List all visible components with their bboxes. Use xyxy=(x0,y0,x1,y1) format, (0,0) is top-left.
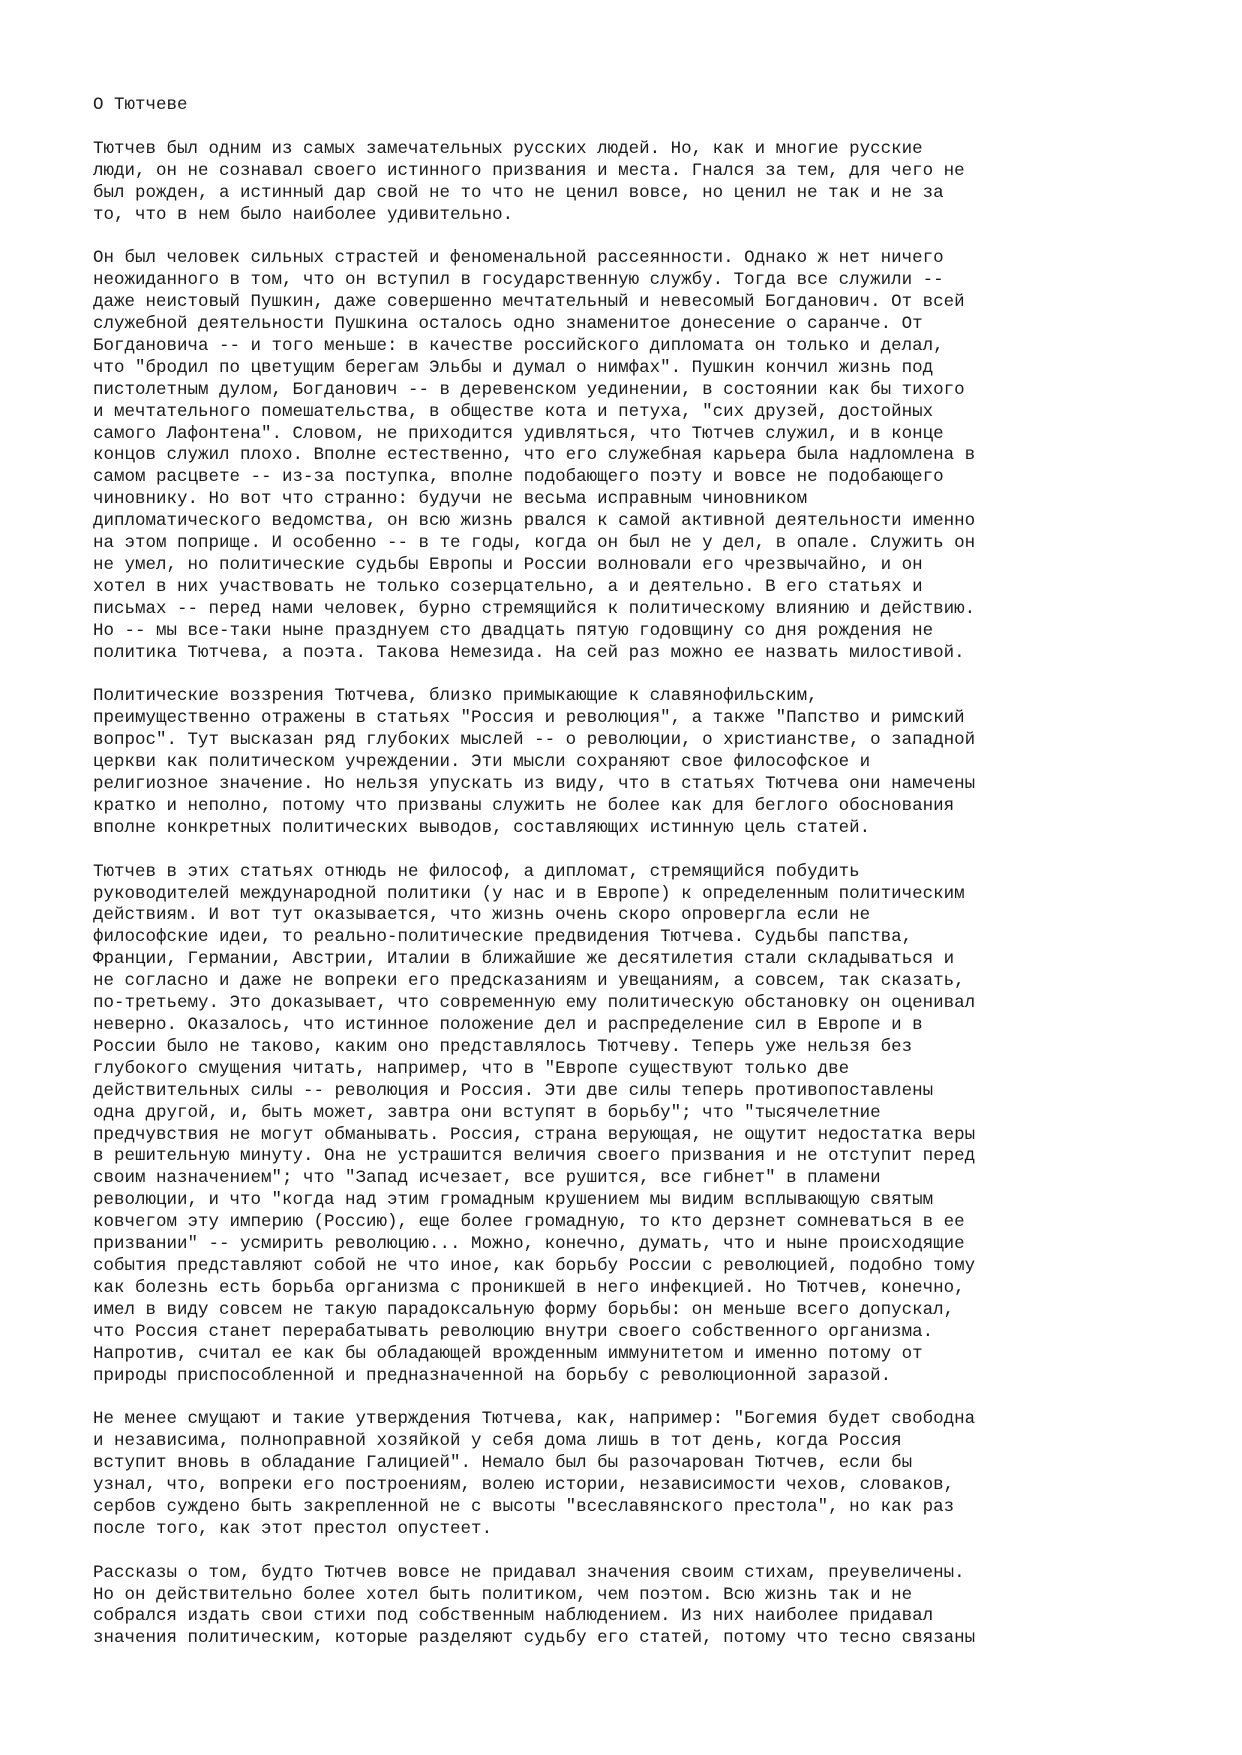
paragraph xyxy=(93,139,1153,227)
text-line: философские идеи, то реально-политические предвидения Тютчева. Судьбы папства, xyxy=(93,927,913,948)
text-line: политика Тютчева, а поэта. Такова Немезида. На сей раз можно ее назвать милостивой. xyxy=(93,642,965,663)
text-line: не умел, но политические судьбы Европы и России волновали его чрезвычайно, и он xyxy=(93,555,923,575)
text-line: религиозное значение. Но нельзя упускать из виду, что в статьях Тютчева они намечены xyxy=(93,774,976,795)
text-line: церкви как политическом учреждении. Эти мысли сохраняют свое философское и xyxy=(93,752,871,773)
document-page xyxy=(93,95,1153,1650)
text-line: самом расцвете -- из-за поступка, вполне подобающего поэту и вовсе не подобающего xyxy=(93,467,944,488)
text-line: Тютчев в этих статьях отнюдь не философ, а дипломат, стремящийся побудить xyxy=(93,861,860,882)
text-line: глубокого смущения читать, например, что в "Европе существуют только две xyxy=(93,1058,850,1079)
text-line: предчувствия не могут обманывать. Россия, страна верующая, не ощутит недостатка веры xyxy=(93,1124,976,1145)
text-line: Политические воззрения Тютчева, близко примыкающие к славянофильским, xyxy=(93,686,818,707)
text-line: имел в виду совсем не такую парадоксальную форму борьбы: он меньше всего допускал, xyxy=(93,1299,955,1320)
text-line: собрался издать свои стихи под собственным наблюдением. Из них наиболее придавал xyxy=(93,1606,934,1627)
text-line: дипломатического ведомства, он всю жизнь рвался к самой активной деятельности именно xyxy=(93,511,976,532)
text-line: действиям. И вот тут оказывается, что жизнь очень скоро опровергла если не xyxy=(93,905,871,926)
text-line: в решительную минуту. Она не устрашится величия своего призвания и не отступит перед xyxy=(93,1146,976,1167)
text-line: письмах -- перед нами человек, бурно стремящийся к политическому влиянию и действию. xyxy=(93,598,976,619)
text-line: и независима, полноправной хозяйкой у себя дома лишь в тот день, когда Россия xyxy=(93,1431,902,1452)
text-line: сербов суждено быть закрепленной не с высоты "всеславянского престола", но как раз xyxy=(93,1496,955,1517)
text-line: ковчегом эту империю (Россию), еще более громадную, то кто дерзнет сомневаться в ее xyxy=(93,1212,965,1233)
text-line: вполне конкретных политических выводов, составляющих истинную цель статей. xyxy=(93,817,871,838)
text-line: даже неистовый Пушкин, даже совершенно мечтательный и невесомый Богданович. От всей xyxy=(93,292,965,313)
text-line: Но -- мы все-таки ныне празднуем сто двадцать пятую годовщину со дня рождения не xyxy=(93,620,934,641)
text-line: руководителей международной политики (у нас и в Европе) к определенным политическим xyxy=(93,883,965,904)
text-line: природы приспособленной и предназначенной на борьбу с революционной заразой. xyxy=(93,1365,892,1386)
text-line: преимущественно отражены в статьях "Россия и революция", а также "Папство и римский xyxy=(93,708,965,729)
text-line: события представляют собой не что иное, как борьбу России с революцией, подобно тому xyxy=(93,1255,976,1276)
text-line: вступит вновь в обладание Галицией". Немало был бы разочарован Тютчев, если бы xyxy=(93,1453,913,1474)
text-line: Он был человек сильных страстей и феноменальной рассеянности. Однако ж нет ничего xyxy=(93,248,944,269)
text-line: люди, он не сознавал своего истинного призвания и места. Гнался за тем, для чего не xyxy=(93,160,965,181)
text-line: Рассказы о том, будто Тютчев вовсе не придавал значения своим стихам, преувеличены. xyxy=(93,1562,965,1583)
text-line: по-третьему. Это доказывает, что современную ему политическую обстановку он оценивал xyxy=(93,993,976,1014)
text-line: Напротив, считал ее как бы обладающей врожденным иммунитетом и именно потому от xyxy=(93,1343,923,1364)
text-line: чиновнику. Но вот что странно: будучи не весьма исправным чиновником xyxy=(93,489,808,510)
text-line: не согласно и даже не вопреки его предсказаниям и увещаниям, а совсем, так сказать, xyxy=(93,971,965,992)
text-line: призвании" -- усмирить революцию... Можно, конечно, думать, что и ныне происходящие xyxy=(93,1234,965,1255)
text-line: Но он действительно более хотел быть политиком, чем поэтом. Всю жизнь так и не xyxy=(93,1584,913,1605)
text-line: после того, как этот престол опустеет. xyxy=(93,1518,493,1539)
text-line: кратко и неполно, потому что призваны служить не более как для беглого обоснования xyxy=(93,795,955,816)
text-line: что "бродил по цветущим берегам Эльбы и думал о нимфах". Пушкин кончил жизнь под xyxy=(93,357,934,378)
paragraph xyxy=(93,686,1153,839)
paragraph xyxy=(93,248,1153,664)
paragraph xyxy=(93,862,1153,1388)
text-line: что Россия станет перерабатывать революцию внутри своего собственного организма. xyxy=(93,1321,934,1342)
text-line: концов служил плохо. Вполне естественно, что его служебная карьера была надломлена в xyxy=(93,445,976,466)
document-body xyxy=(93,139,1153,1650)
text-line: своим назначением"; что "Запад исчезает, все рушится, все гибнет" в пламени xyxy=(93,1168,881,1189)
text-line: служебной деятельности Пушкина осталось одно знаменитое донесение о саранче. От xyxy=(93,314,923,335)
text-line: узнал, что, вопреки его построениям, волею истории, независимости чехов, словаков, xyxy=(93,1475,955,1496)
paragraph xyxy=(93,1563,1153,1651)
text-line: на этом поприще. И особенно -- в те годы, когда он был не у дел, в опале. Служить он xyxy=(93,533,976,554)
text-line: и мечтательного помешательства, в обществе кота и петуха, "сих друзей, достойных xyxy=(93,401,934,422)
text-line: неожиданного в том, что он вступил в государственную службу. Тогда все служили -- xyxy=(93,270,944,291)
text-line: Богдановича -- и того меньше: в качестве российского дипломата он только и делал, xyxy=(93,335,944,356)
text-line: самого Лафонтена". Словом, не приходится удивляться, что Тютчев служил, и в конце xyxy=(93,423,944,444)
text-line: вопрос". Тут высказан ряд глубоких мыслей -- о революции, о христианстве, о западной xyxy=(93,730,976,751)
text-line: Не менее смущают и такие утверждения Тютчева, как, например: "Богемия будет свободна xyxy=(93,1409,976,1430)
paragraph xyxy=(93,1409,1153,1540)
text-line: Тютчев был одним из самых замечательных русских людей. Но, как и многие русские xyxy=(93,138,923,159)
document-title: О Тютчеве xyxy=(93,95,188,115)
text-line: хотел в них участвовать не только созерцательно, а и деятельно. В его статьях и xyxy=(93,576,923,597)
text-line: неверно. Оказалось, что истинное положение дел и распределение сил в Европе и в xyxy=(93,1015,923,1035)
text-line: действительных силы -- революция и Россия. Эти две силы теперь противопоставлены xyxy=(93,1080,934,1101)
text-line: революции, и что "когда над этим громадным крушением мы видим всплывающую святым xyxy=(93,1190,934,1211)
text-line: одна другой, и, быть может, завтра они вступят в борьбу"; что "тысячелетние xyxy=(93,1102,881,1123)
text-line: как болезнь есть борьба организма с проникшей в него инфекцией. Но Тютчев, конечно, xyxy=(93,1277,965,1298)
text-line: был рожден, а истинный дар свой не то что не ценил вовсе, но ценил не так и не за xyxy=(93,182,944,203)
text-line: Франции, Германии, Австрии, Италии в ближайшие же десятилетия стали складываться и xyxy=(93,949,955,970)
text-line: то, что в нем было наиболее удивительно. xyxy=(93,204,514,225)
text-line: пистолетным дулом, Богданович -- в деревенском уединении, в состоянии как бы тихого xyxy=(93,379,965,400)
text-line: России было не таково, каким оно представлялось Тютчеву. Теперь уже нельзя без xyxy=(93,1036,913,1057)
text-line: значения политическим, которые разделяют судьбу его статей, потому что тесно связаны xyxy=(93,1628,976,1649)
